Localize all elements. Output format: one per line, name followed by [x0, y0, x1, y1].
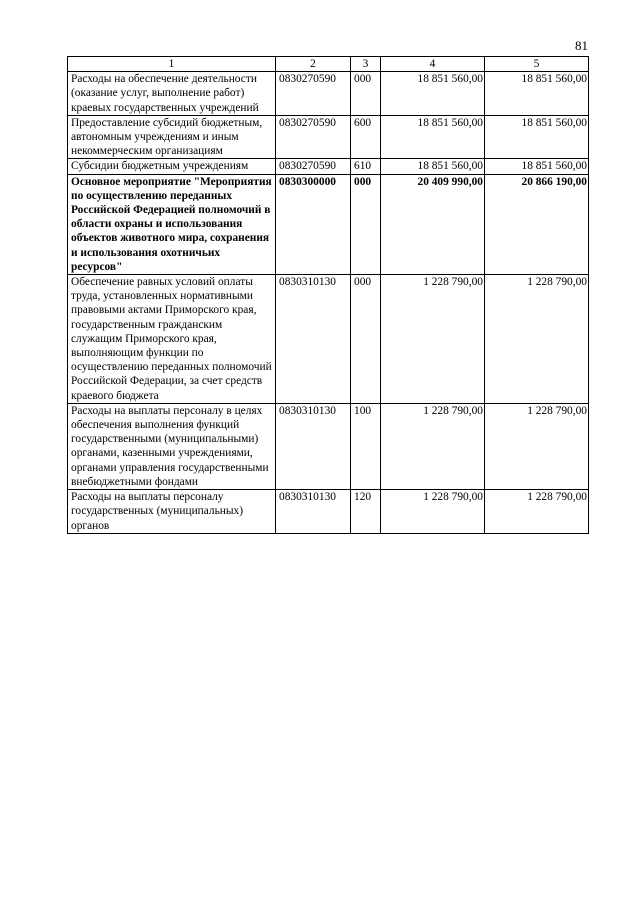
row-target-code: 0830310130 — [276, 403, 351, 489]
row-amount-1: 20 409 990,00 — [381, 174, 485, 274]
row-amount-2: 18 851 560,00 — [485, 159, 589, 174]
row-expense-kind: 600 — [351, 115, 381, 159]
row-target-code: 0830310130 — [276, 490, 351, 534]
row-amount-1: 18 851 560,00 — [381, 159, 485, 174]
row-amount-1: 18 851 560,00 — [381, 72, 485, 116]
row-name: Субсидии бюджетным учреждениям — [68, 159, 276, 174]
table-row — [68, 490, 589, 534]
row-target-code: 0830310130 — [276, 275, 351, 404]
table-row-main-activity — [68, 174, 589, 274]
row-amount-2: 18 851 560,00 — [485, 72, 589, 116]
row-expense-kind: 000 — [351, 72, 381, 116]
table-row — [68, 275, 589, 404]
row-expense-kind: 000 — [351, 275, 381, 404]
row-target-code: 0830270590 — [276, 115, 351, 159]
row-amount-1: 1 228 790,00 — [381, 490, 485, 534]
table-row — [68, 115, 589, 159]
column-header-amount-1: 4 — [381, 57, 485, 72]
table-row — [68, 403, 589, 489]
column-header-kind: 3 — [351, 57, 381, 72]
row-expense-kind: 120 — [351, 490, 381, 534]
row-name: Расходы на выплаты персоналу в целях обеспечения выполнения функций государственными (муниципальными) органами, казенными учреждениями, органами управления государственными внебюджетными фондами — [68, 403, 276, 489]
row-name: Предоставление субсидий бюджетным, автономным учреждениям и иным некоммерческим организациям — [68, 115, 276, 159]
row-expense-kind: 000 — [351, 174, 381, 274]
row-amount-2: 18 851 560,00 — [485, 115, 589, 159]
row-name: Обеспечение равных условий оплаты труда, установленных нормативными правовыми актами Приморского края, государственным гражданским служащим Приморского края, выполняющим функции по осуществлению переданных полномочий Российской Федерации, за счет средств краевого бюджета — [68, 275, 276, 404]
row-target-code: 0830300000 — [276, 174, 351, 274]
row-name: Расходы на обеспечение деятельности (оказание услуг, выполнение работ) краевых государственных учреждений — [68, 72, 276, 116]
row-expense-kind: 610 — [351, 159, 381, 174]
row-name: Расходы на выплаты персоналу государственных (муниципальных) органов — [68, 490, 276, 534]
row-amount-2: 1 228 790,00 — [485, 403, 589, 489]
row-target-code: 0830270590 — [276, 72, 351, 116]
table-row — [68, 72, 589, 116]
column-header-name: 1 — [68, 57, 276, 72]
table-row — [68, 159, 589, 174]
page-number: 81 — [575, 38, 588, 53]
row-name: Основное мероприятие "Мероприятия по осуществлению переданных Российской Федерацией полномочий в области охраны и использования объектов животного мира, сохранения и использования охотничьих ресурсов" — [68, 174, 276, 274]
row-amount-1: 1 228 790,00 — [381, 275, 485, 404]
row-target-code: 0830270590 — [276, 159, 351, 174]
row-amount-2: 1 228 790,00 — [485, 275, 589, 404]
row-amount-2: 20 866 190,00 — [485, 174, 589, 274]
column-header-code: 2 — [276, 57, 351, 72]
row-amount-2: 1 228 790,00 — [485, 490, 589, 534]
column-header-amount-2: 5 — [485, 57, 589, 72]
row-expense-kind: 100 — [351, 403, 381, 489]
row-amount-1: 1 228 790,00 — [381, 403, 485, 489]
row-amount-1: 18 851 560,00 — [381, 115, 485, 159]
budget-table — [67, 56, 589, 534]
table-header-row — [68, 57, 589, 72]
